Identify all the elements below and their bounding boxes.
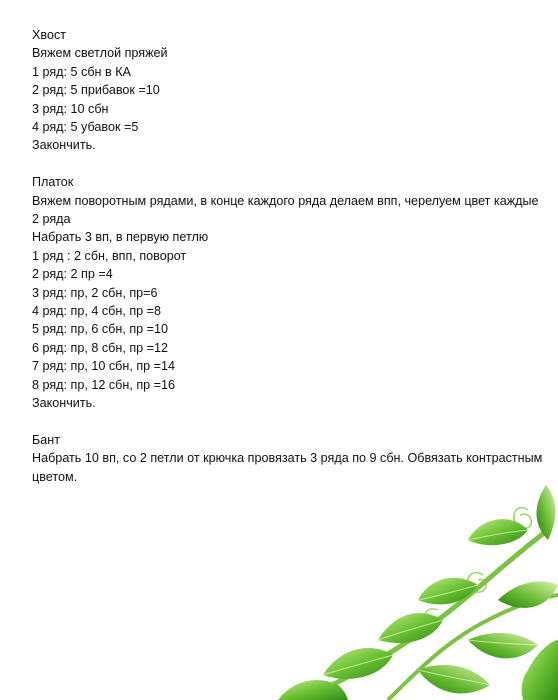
leaf (468, 519, 528, 545)
text-line: цветом. (32, 469, 78, 484)
text-line: 3 ряд: 10 сбн (32, 101, 109, 116)
text-line: 6 ряд: пр, 8 сбн, пр =12 (32, 340, 169, 355)
text-line: Вяжем светлой пряжей (32, 46, 168, 61)
text-line: 3 ряд: пр, 2 сбн, пр=6 (32, 285, 158, 300)
text-line: 4 ряд: 5 убавок =5 (32, 120, 139, 135)
text-line: 1 ряд: 5 сбн в КА (32, 64, 131, 79)
text-line: Набрать 3 вп, в первую петлю (32, 230, 209, 245)
leaf (378, 613, 443, 643)
leaf (468, 633, 538, 658)
document-body (32, 26, 543, 486)
text-line: 2 ряд: 2 пр =4 (32, 267, 113, 282)
text-line: 2 ряд: 5 прибавок =10 (32, 83, 160, 98)
text-line: Закончить. (32, 138, 96, 153)
section-title-scarf: Платок (32, 175, 74, 190)
leaf (418, 578, 478, 605)
plant-decoration (228, 480, 558, 700)
text-line: 1 ряд : 2 сбн, впп, поворот (32, 248, 187, 263)
text-line: Набрать 10 вп, со 2 петли от крючка провязать 3 ряда по 9 сбн. Обвязать контрастным (32, 451, 543, 466)
text-line: 8 ряд: пр, 12 сбн, пр =16 (32, 377, 176, 392)
leaf (418, 665, 490, 693)
text-line: 5 ряд: пр, 6 сбн, пр =10 (32, 322, 169, 337)
leaf (498, 581, 558, 608)
leaf (536, 485, 555, 540)
text-line: 2 ряда (32, 212, 71, 227)
paragraph-gap (32, 413, 532, 431)
section-title-tail: Хвост (32, 28, 67, 42)
paragraph-gap (32, 155, 532, 173)
text-line: Вяжем поворотным рядами, в конце каждого ряда делаем впп, черелуем цвет каждые (32, 193, 539, 208)
text-line: 4 ряд: пр, 4 сбн, пр =8 (32, 304, 161, 319)
section-title-bow: Бант (32, 432, 60, 447)
leaf (323, 648, 393, 679)
text-line: Закончить. (32, 396, 96, 411)
text-line: 7 ряд: пр, 10 сбн, пр =14 (32, 359, 176, 374)
